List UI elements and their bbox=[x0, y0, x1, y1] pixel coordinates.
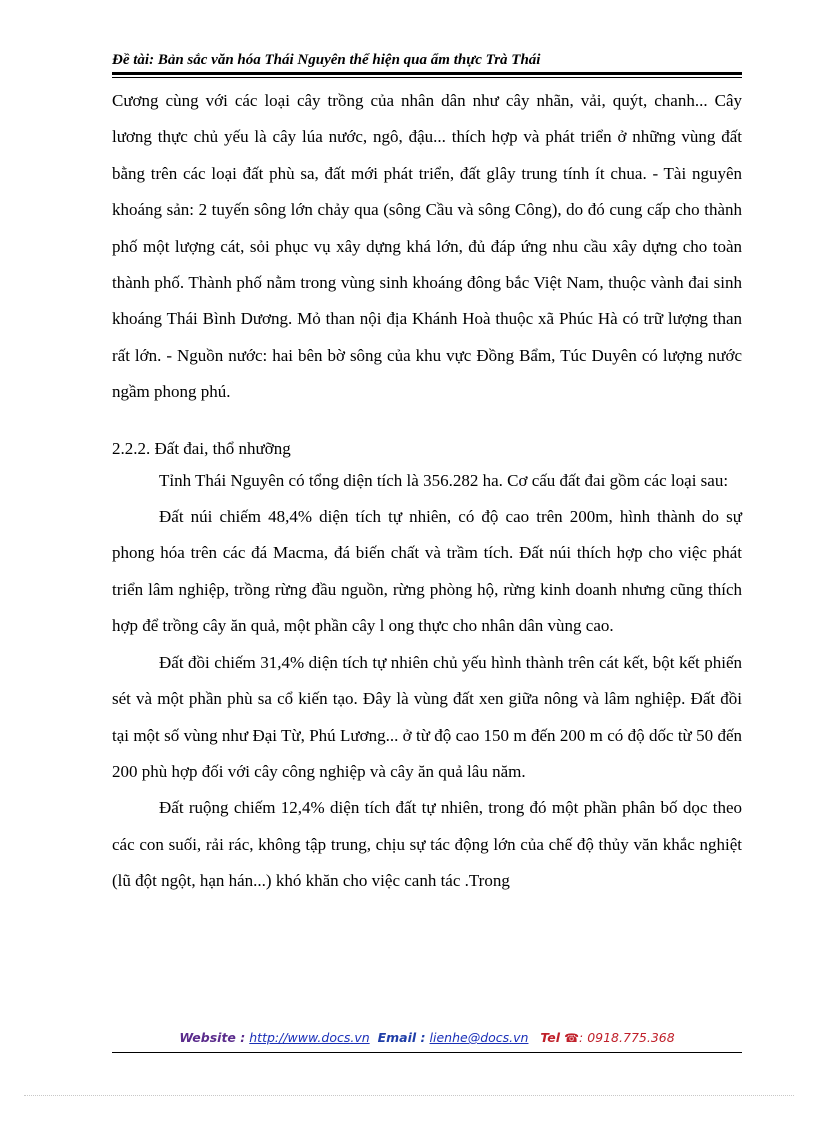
paragraph-mountain-land: Đất núi chiếm 48,4% diện tích tự nhiên, có độ cao trên 200m, hình thành do sự phong hóa trên các đá Macma, đá biến chất và trầm tích. Đất núi thích hợp cho việc phát triển lâm nghiệp, trồng rừng đầu nguồn, rừng phòng hộ, rừng kinh doanh nhưng cũng thích hợp để trồng cây ăn quả, một phần cây l ong thực cho nhân dân vùng cao. bbox=[112, 507, 742, 636]
paragraph-hill-land: Đất đồi chiếm 31,4% diện tích tự nhiên chủ yếu hình thành trên cát kết, bột kết phiến sét và một phần phù sa cổ kiến tạo. Đây là vùng đất xen giữa nông và lâm nghiệp. Đất đồi tại một số vùng như Đại Từ, Phú Lương... ở từ độ cao 150 m đến 200 m có độ dốc từ 50 đến 200 phù hợp đối với cây công nghiệp và cây ăn quả lâu năm. bbox=[112, 652, 742, 781]
email-separator: : bbox=[416, 1030, 426, 1045]
footer-rule bbox=[112, 1052, 742, 1053]
page-border-dotted bbox=[24, 1095, 794, 1096]
email-link[interactable]: lienhe@docs.vn bbox=[429, 1030, 529, 1045]
section-heading: 2.2.2. Đất đai, thổ nhưỡng bbox=[112, 438, 291, 458]
document-header-title: Đề tài: Bản sắc văn hóa Thái Nguyên thể hiện qua ẩm thực Trà Thái bbox=[112, 52, 541, 68]
paragraph-land-overview: Tỉnh Thái Nguyên có tổng diện tích là 356.282 ha. Cơ cấu đất đai gồm các loại sau: bbox=[159, 470, 729, 490]
phone-icon: ☎ bbox=[564, 1031, 580, 1045]
email-label: Email bbox=[377, 1030, 417, 1045]
phone-number: : 0918.775.368 bbox=[579, 1030, 675, 1045]
document-footer bbox=[112, 1030, 742, 1045]
header-rule-thin bbox=[112, 77, 742, 78]
paragraph-paddy-land: Đất ruộng chiếm 12,4% diện tích đất tự nhiên, trong đó một phần phân bố dọc theo các con suối, rải rác, không tập trung, chịu sự tác động lớn của chế độ thủy văn khắc nghiệt (lũ đột ngột, hạn hán...) khó khăn cho việc canh tác .Trong bbox=[112, 798, 742, 891]
website-label: Website : bbox=[179, 1030, 246, 1045]
paragraph-natural-resources: Cương cùng với các loại cây trồng của nhân dân như cây nhãn, vải, quýt, chanh... Cây lương thực chủ yếu là cây lúa nước, ngô, đậu... thích hợp và phát triển ở những vùng đất bằng trên các loại đất phù sa, đất mới phát triển, đất glây trung tính ít chua. - Tài nguyên khoáng sản: 2 tuyến sông lớn chảy qua (sông Cầu và sông Công), do đó cung cấp cho thành phố một lượng cát, sỏi phục vụ xây dựng khá lớn, đủ đáp ứng nhu cầu xây dựng cho toàn thành phố. Thành phố nằm trong vùng sinh khoáng đông bắc Việt Nam, thuộc vành đai sinh khoáng Thái Bình Dương. Mỏ than nội địa Khánh Hoà thuộc xã Phúc Hà có trữ lượng than rất lớn. - Nguồn nước: hai bên bờ sông của khu vực Đồng Bẩm, Túc Duyên có lượng nước ngầm phong phú. bbox=[112, 91, 742, 402]
header-rule-thick bbox=[112, 72, 742, 75]
document-body bbox=[112, 83, 742, 900]
tel-label: Tel bbox=[540, 1030, 561, 1045]
website-link[interactable]: http://www.docs.vn bbox=[249, 1030, 370, 1045]
